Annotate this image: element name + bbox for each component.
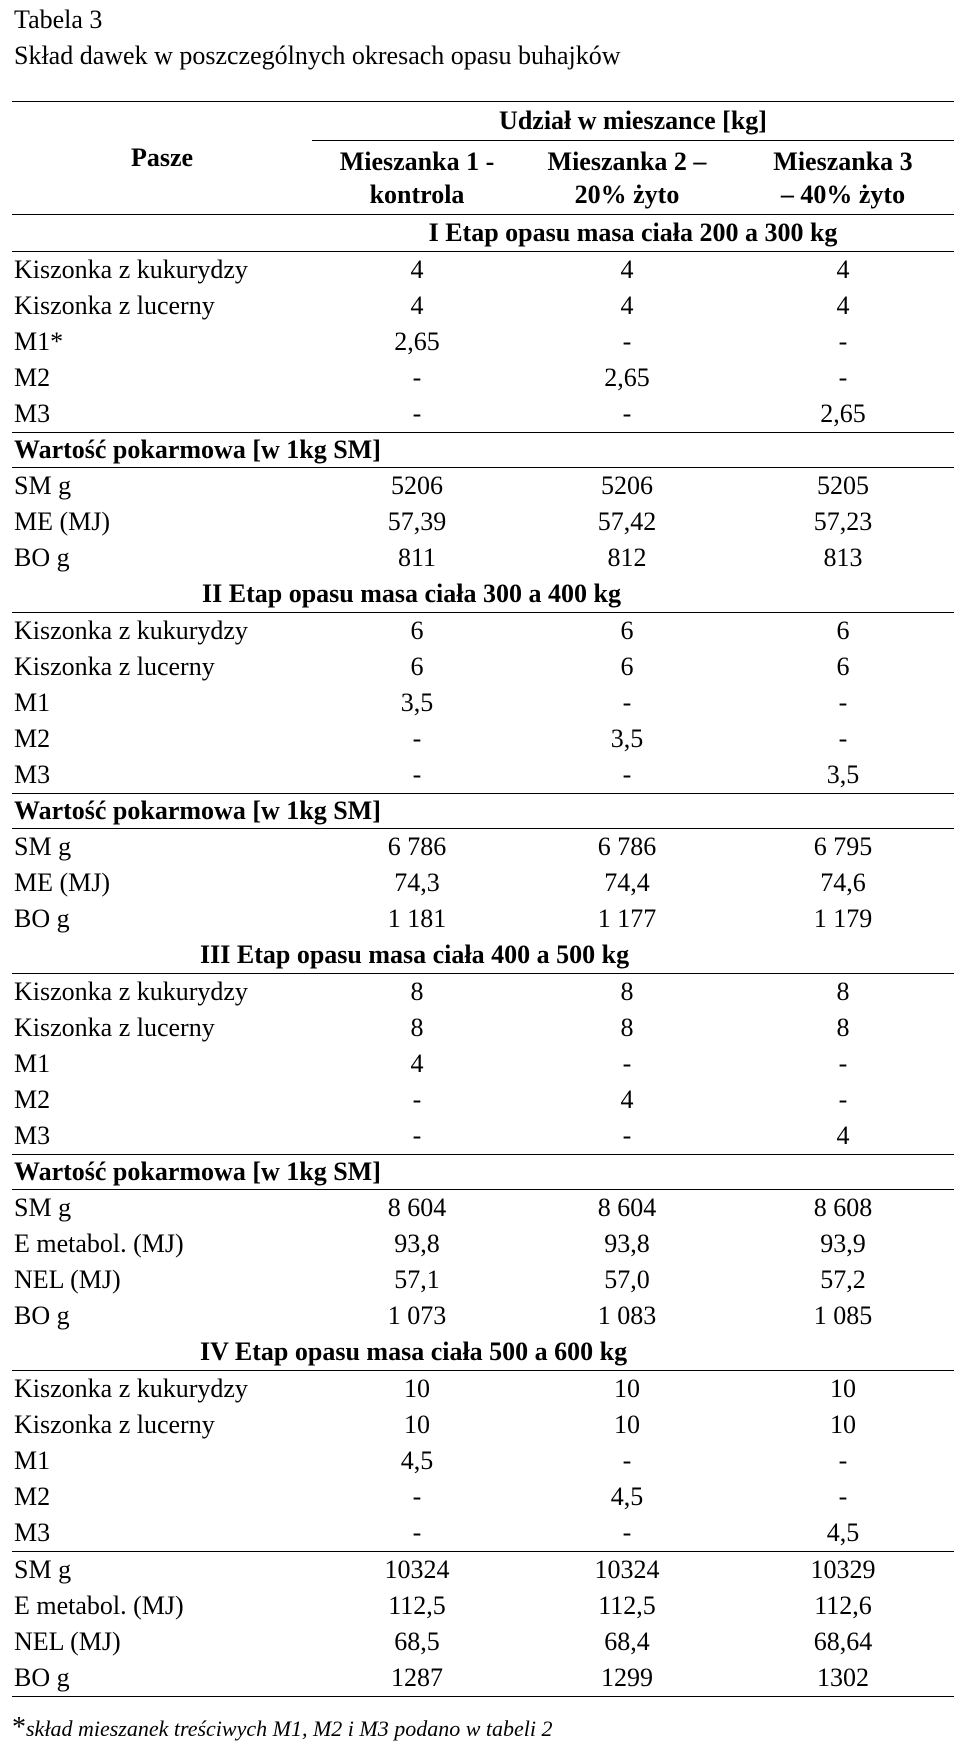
cell-mix-3: - xyxy=(838,327,848,356)
row-label: M3 xyxy=(14,760,51,789)
cell-mix-3: 93,9 xyxy=(820,1229,866,1258)
cell-mix-1: 10324 xyxy=(384,1555,450,1584)
cell-mix-3: 813 xyxy=(823,543,863,572)
stage-title: II Etap opasu masa ciała 300 a 400 kg xyxy=(12,576,954,613)
table-row xyxy=(12,1515,954,1552)
row-label: M3 xyxy=(14,1121,51,1150)
cell-mix-2: 4,5 xyxy=(610,1482,644,1511)
table-row xyxy=(12,396,954,433)
nutritive-value-row xyxy=(12,433,954,468)
table-row xyxy=(12,1443,954,1479)
header-mix-1-line2: kontrola xyxy=(369,179,465,209)
table-title: Skład dawek w poszczególnych okresach opasu buhajków xyxy=(14,41,621,70)
row-label: Kiszonka z lucerny xyxy=(14,291,215,320)
table-row xyxy=(12,1226,954,1262)
cell-mix-1: 1287 xyxy=(312,1660,522,1697)
cell-mix-1: 811 xyxy=(397,543,437,572)
cell-mix-2: - xyxy=(622,399,632,428)
row-label: M2 xyxy=(14,1085,51,1114)
nutritive-value-row xyxy=(12,794,954,829)
header-mix-2-line2: 20% żyto xyxy=(574,179,680,209)
cell-mix-2: 6 786 xyxy=(597,832,657,861)
cell-mix-2: 93,8 xyxy=(604,1229,650,1258)
table-row xyxy=(12,721,954,757)
cell-mix-2: 112,5 xyxy=(598,1591,656,1620)
cell-mix-1: 2,65 xyxy=(394,327,440,356)
cell-mix-1: - xyxy=(312,1515,522,1552)
footnote-text: skład mieszanek treściwych M1, M2 i M3 podano w tabeli 2 xyxy=(26,1716,553,1741)
cell-mix-2: - xyxy=(622,1121,632,1150)
table-row xyxy=(12,865,954,901)
stage-title-blank xyxy=(12,215,312,252)
cell-mix-3: 6 795 xyxy=(813,832,873,861)
cell-mix-2: 8 xyxy=(620,977,634,1006)
cell-mix-3: 8 608 xyxy=(813,1193,873,1222)
cell-mix-2: - xyxy=(622,327,632,356)
table-row xyxy=(12,1190,954,1227)
table-row xyxy=(12,1082,954,1118)
stage-title: I Etap opasu masa ciała 200 a 300 kg xyxy=(312,215,954,252)
ration-table xyxy=(12,101,954,1697)
cell-mix-1: 57,39 xyxy=(387,507,447,536)
cell-mix-3: - xyxy=(838,724,848,753)
cell-mix-2: - xyxy=(522,1515,732,1552)
row-label: E metabol. (MJ) xyxy=(14,1591,184,1620)
cell-mix-3: 1 085 xyxy=(813,1301,873,1330)
header-mix-2-line1: Mieszanka 2 – xyxy=(547,146,707,176)
cell-mix-1: 6 xyxy=(410,652,424,681)
cell-mix-1: - xyxy=(412,760,422,789)
cell-mix-3: 8 xyxy=(836,977,850,1006)
cell-mix-1: 4 xyxy=(410,1049,424,1078)
row-label: M1 xyxy=(14,688,51,717)
row-label: SM g xyxy=(14,471,72,500)
row-label: Kiszonka z kukurydzy xyxy=(14,977,248,1006)
cell-mix-2: - xyxy=(622,1049,632,1078)
row-label: BO g xyxy=(14,543,70,572)
row-label: M3 xyxy=(12,1515,312,1552)
table-row xyxy=(12,685,954,721)
cell-mix-2: 10 xyxy=(614,1410,640,1439)
header-pasze: Pasze xyxy=(12,102,312,215)
cell-mix-1: 6 xyxy=(410,616,424,645)
cell-mix-3: 112,6 xyxy=(814,1591,872,1620)
table-row xyxy=(12,1118,954,1155)
table-row xyxy=(12,288,954,324)
cell-mix-1: 8 xyxy=(410,1013,424,1042)
cell-mix-3: 2,65 xyxy=(820,399,866,428)
footnote xyxy=(12,1712,553,1744)
cell-mix-2: 74,4 xyxy=(604,868,650,897)
table-row xyxy=(12,504,954,540)
cell-mix-1: - xyxy=(412,1482,422,1511)
cell-mix-3: 8 xyxy=(836,1013,850,1042)
table-row xyxy=(12,613,954,650)
cell-mix-2: 4 xyxy=(620,1085,634,1114)
table-row xyxy=(12,540,954,576)
row-label: Kiszonka z kukurydzy xyxy=(14,1374,248,1403)
cell-mix-1: 3,5 xyxy=(400,688,434,717)
cell-mix-1: 8 604 xyxy=(387,1193,447,1222)
header-mix-1-line1: Mieszanka 1 - xyxy=(339,146,495,176)
cell-mix-2: 4 xyxy=(620,291,634,320)
cell-mix-1: 10 xyxy=(404,1410,430,1439)
cell-mix-1: - xyxy=(412,399,422,428)
row-label: E metabol. (MJ) xyxy=(14,1229,184,1258)
table-row xyxy=(12,1010,954,1046)
row-label: M3 xyxy=(14,399,51,428)
cell-mix-3: 4 xyxy=(836,291,850,320)
table-row xyxy=(12,1371,954,1408)
row-label: NEL (MJ) xyxy=(14,1265,121,1294)
row-label: NEL (MJ) xyxy=(14,1627,121,1656)
footnote-star: * xyxy=(12,1712,26,1743)
cell-mix-1: 4,5 xyxy=(400,1446,434,1475)
cell-mix-2: 3,5 xyxy=(610,724,644,753)
stage-title: III Etap opasu masa ciała 400 a 500 kg xyxy=(12,937,954,974)
table-row xyxy=(12,649,954,685)
cell-mix-2: 10324 xyxy=(594,1555,660,1584)
cell-mix-1: 74,3 xyxy=(394,868,440,897)
cell-mix-3: 3,5 xyxy=(826,760,860,789)
cell-mix-1: 8 xyxy=(410,977,424,1006)
row-label: Kiszonka z lucerny xyxy=(14,1410,215,1439)
stage-title-row xyxy=(12,937,954,974)
cell-mix-3: 57,2 xyxy=(820,1265,866,1294)
row-label: M1 xyxy=(14,1049,51,1078)
table-row xyxy=(12,829,954,866)
row-label: M1* xyxy=(14,327,64,356)
cell-mix-1: 6 786 xyxy=(387,832,447,861)
table-row xyxy=(12,1552,954,1589)
row-label: Kiszonka z kukurydzy xyxy=(14,255,248,284)
row-label: Kiszonka z lucerny xyxy=(14,652,215,681)
nutritive-value-label: Wartość pokarmowa [w 1kg SM] xyxy=(12,433,954,468)
row-label: BO g xyxy=(14,1301,70,1330)
cell-mix-3: 10 xyxy=(830,1410,856,1439)
cell-mix-1: 4 xyxy=(410,291,424,320)
table-row xyxy=(12,1262,954,1298)
table-row xyxy=(12,974,954,1011)
cell-mix-3: 6 xyxy=(836,616,850,645)
cell-mix-3: 4 xyxy=(836,1121,850,1150)
cell-mix-1: 68,5 xyxy=(394,1627,440,1656)
cell-mix-2: 6 xyxy=(620,652,634,681)
stage-title-row xyxy=(12,1334,954,1371)
row-label: M2 xyxy=(14,363,51,392)
cell-mix-1: 93,8 xyxy=(394,1229,440,1258)
cell-mix-2: 6 xyxy=(620,616,634,645)
cell-mix-2: 10 xyxy=(614,1374,640,1403)
table-row xyxy=(12,901,954,937)
table-row xyxy=(12,1407,954,1443)
cell-mix-3: 10329 xyxy=(810,1555,876,1584)
nutritive-value-label: Wartość pokarmowa [w 1kg SM] xyxy=(12,1155,954,1190)
cell-mix-3: 10 xyxy=(830,1374,856,1403)
cell-mix-1: - xyxy=(412,1121,422,1150)
cell-mix-3: 74,6 xyxy=(820,868,866,897)
cell-mix-3: 6 xyxy=(836,652,850,681)
cell-mix-2: 8 604 xyxy=(597,1193,657,1222)
table-row xyxy=(12,1660,954,1697)
cell-mix-1: 5206 xyxy=(391,471,443,500)
table-row xyxy=(12,360,954,396)
cell-mix-1: - xyxy=(412,1085,422,1114)
cell-mix-2: 1 083 xyxy=(597,1301,657,1330)
cell-mix-2: - xyxy=(622,1446,632,1475)
row-label: SM g xyxy=(14,1555,72,1584)
nutritive-value-row xyxy=(12,1155,954,1190)
cell-mix-3: - xyxy=(838,1085,848,1114)
table-row xyxy=(12,757,954,794)
cell-mix-1: 1 181 xyxy=(387,904,447,933)
cell-mix-3: 1 179 xyxy=(813,904,873,933)
cell-mix-2: - xyxy=(622,760,632,789)
row-label: ME (MJ) xyxy=(14,868,111,897)
cell-mix-3: 4 xyxy=(836,255,850,284)
cell-mix-2: 57,0 xyxy=(604,1265,650,1294)
table-row xyxy=(12,1588,954,1624)
cell-mix-2: 4 xyxy=(620,255,634,284)
table-caption xyxy=(14,2,621,74)
row-label: BO g xyxy=(14,904,70,933)
cell-mix-2: 68,4 xyxy=(604,1627,650,1656)
cell-mix-2: 5206 xyxy=(601,471,653,500)
table-row xyxy=(12,1046,954,1082)
row-label: SM g xyxy=(14,832,72,861)
table-row xyxy=(12,324,954,360)
cell-mix-2: 57,42 xyxy=(597,507,657,536)
row-label: M2 xyxy=(14,724,51,753)
header-row-1 xyxy=(12,102,954,141)
ration-table-body xyxy=(12,102,954,1697)
table-row xyxy=(12,1624,954,1660)
cell-mix-1: 1 073 xyxy=(387,1301,447,1330)
cell-mix-3: 4,5 xyxy=(732,1515,954,1552)
cell-mix-2: 2,65 xyxy=(604,363,650,392)
stage-title-row xyxy=(12,576,954,613)
table-row xyxy=(12,1479,954,1515)
table-label: Tabela 3 xyxy=(14,5,103,34)
nutritive-value-label: Wartość pokarmowa [w 1kg SM] xyxy=(12,794,954,829)
header-mix-3-line2: – 40% żyto xyxy=(780,179,906,209)
cell-mix-3: 68,64 xyxy=(813,1627,873,1656)
cell-mix-2: 1299 xyxy=(522,1660,732,1697)
cell-mix-3: 1302 xyxy=(732,1660,954,1697)
cell-mix-2: 812 xyxy=(607,543,647,572)
stage-title: IV Etap opasu masa ciała 500 a 600 kg xyxy=(12,1334,954,1371)
row-label: M1 xyxy=(14,1446,51,1475)
header-mix-1 xyxy=(312,141,522,215)
cell-mix-2: 1 177 xyxy=(597,904,657,933)
cell-mix-3: - xyxy=(838,363,848,392)
cell-mix-3: 57,23 xyxy=(813,507,873,536)
cell-mix-1: 57,1 xyxy=(394,1265,440,1294)
cell-mix-1: 112,5 xyxy=(388,1591,446,1620)
cell-mix-3: - xyxy=(838,1446,848,1475)
header-mix-2 xyxy=(522,141,732,215)
cell-mix-3: - xyxy=(838,1049,848,1078)
row-label: Kiszonka z lucerny xyxy=(14,1013,215,1042)
row-label: M2 xyxy=(14,1482,51,1511)
row-label: Kiszonka z kukurydzy xyxy=(14,616,248,645)
cell-mix-3: - xyxy=(838,1482,848,1511)
cell-mix-1: - xyxy=(412,363,422,392)
cell-mix-2: - xyxy=(622,688,632,717)
cell-mix-1: 4 xyxy=(410,255,424,284)
cell-mix-1: 10 xyxy=(404,1374,430,1403)
header-mix-3 xyxy=(732,141,954,215)
stage-title-row xyxy=(12,215,954,252)
cell-mix-3: 5205 xyxy=(817,471,869,500)
header-group: Udział w mieszance [kg] xyxy=(312,102,954,141)
cell-mix-3: - xyxy=(838,688,848,717)
header-mix-3-line1: Mieszanka 3 xyxy=(773,146,913,176)
table-row xyxy=(12,1298,954,1334)
table-row xyxy=(12,468,954,505)
cell-mix-2: 8 xyxy=(620,1013,634,1042)
row-label: ME (MJ) xyxy=(14,507,111,536)
table-row xyxy=(12,252,954,289)
cell-mix-1: - xyxy=(412,724,422,753)
row-label: BO g xyxy=(12,1660,312,1697)
row-label: SM g xyxy=(14,1193,72,1222)
